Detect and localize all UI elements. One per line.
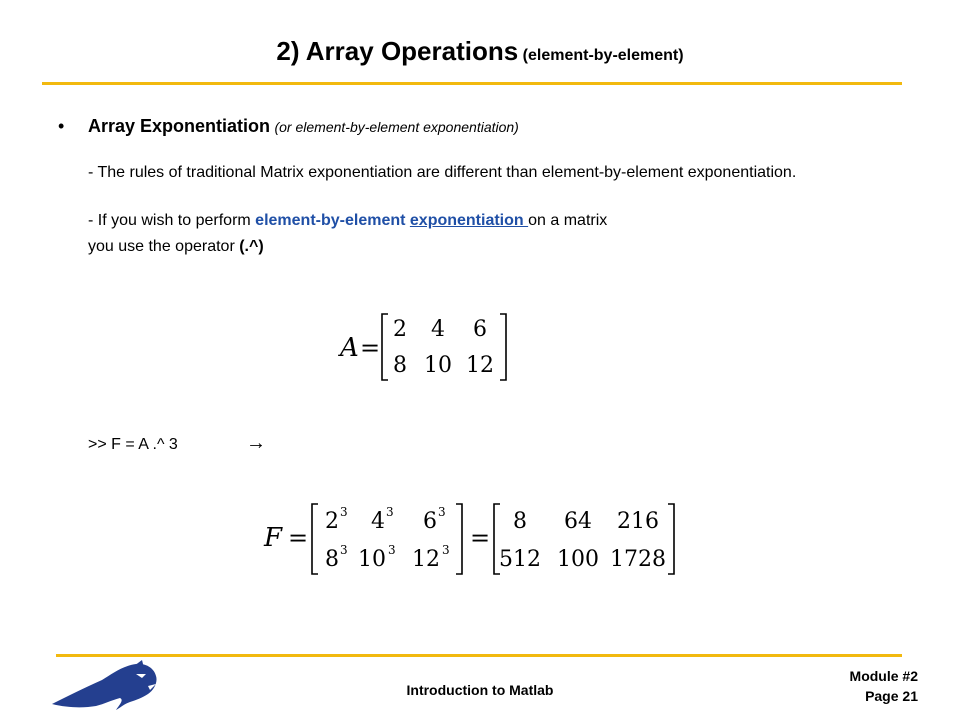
- matrix-f-base: 2: [325, 509, 339, 534]
- title-main: 2) Array Operations: [276, 36, 519, 66]
- highlight-element-by-element: element-by-element: [255, 212, 406, 229]
- matrix-f-base: 6: [423, 509, 437, 534]
- matrix-f-exponent: 3: [340, 505, 348, 519]
- matrix-f-base: 12: [412, 547, 440, 572]
- bullet-heading-text: Array Exponentiation: [88, 116, 271, 136]
- bullet-heading: [88, 116, 519, 137]
- matrix-f-exponent: 3: [442, 543, 450, 557]
- result-cell: 64: [564, 509, 592, 534]
- matrix-a-cell: 6: [473, 317, 487, 342]
- matlab-command: >> F = A .^ 3: [88, 436, 178, 453]
- title-subtitle: (element-by-element): [522, 47, 684, 64]
- matrix-f-exponent: 3: [388, 543, 396, 557]
- matrix-f-left-bracket: [312, 504, 318, 574]
- matrix-f-equals-2: =: [470, 524, 491, 552]
- bullet-heading-note: (or element-by-element exponentiation): [274, 119, 519, 135]
- matrix-a-cell: 2: [393, 317, 407, 342]
- matrix-f-exponent: 3: [340, 543, 348, 557]
- result-right-bracket: [668, 504, 674, 574]
- matrix-a-name: A: [340, 333, 359, 363]
- matrix-a-left-bracket: [382, 314, 388, 380]
- matrix-f-base: 4: [371, 509, 385, 534]
- footer-module-info: [850, 666, 918, 706]
- matrix-f-equals: =: [288, 524, 309, 552]
- matrix-f-base: 8: [325, 547, 339, 572]
- matrix-a-equals: =: [360, 334, 381, 362]
- matrix-f-base: 10: [358, 547, 386, 572]
- result-cell: 512: [499, 547, 541, 572]
- matrix-f-exponent: 3: [438, 505, 446, 519]
- matrix-f-equation: [258, 498, 698, 580]
- bullet-marker: •: [58, 116, 65, 136]
- title-divider: [42, 82, 902, 85]
- body-line-1: - The rules of traditional Matrix exponentiation are different than element-by-element exponentiation.: [88, 164, 797, 181]
- result-cell: 100: [557, 547, 599, 572]
- matrix-a-cell: 8: [393, 353, 407, 378]
- result-cell: 8: [513, 509, 527, 534]
- body-line-2-suffix: on a matrix: [528, 212, 608, 229]
- footer-course-title: Introduction to Matlab: [406, 682, 554, 698]
- slide-title: [0, 36, 960, 67]
- matrix-a-right-bracket: [500, 314, 506, 380]
- highlight-exponentiation-link[interactable]: exponentiation: [409, 212, 529, 229]
- matrix-a-cell: 10: [424, 353, 452, 378]
- result-arrow: →: [246, 432, 266, 454]
- body-line-3-prefix: you use the operator: [88, 238, 240, 255]
- footer-module: Module #2: [849, 668, 918, 684]
- matrix-a-equation: [336, 308, 526, 386]
- matrix-f-exponent: 3: [386, 505, 394, 519]
- result-cell: 216: [617, 509, 659, 534]
- body-line-2-prefix: - If you wish to perform: [88, 212, 256, 229]
- footer-divider: [56, 654, 902, 657]
- body-line-3: [88, 238, 264, 256]
- matrix-a-cell: 12: [466, 353, 494, 378]
- matrix-a-cell: 4: [431, 317, 445, 342]
- operator-text: (.^): [239, 238, 264, 255]
- footer-page: Page 21: [865, 688, 918, 704]
- matrix-f-name: F: [264, 523, 283, 553]
- body-line-2: [88, 212, 607, 230]
- matrix-f-right-bracket: [456, 504, 462, 574]
- result-cell: 1728: [610, 547, 666, 572]
